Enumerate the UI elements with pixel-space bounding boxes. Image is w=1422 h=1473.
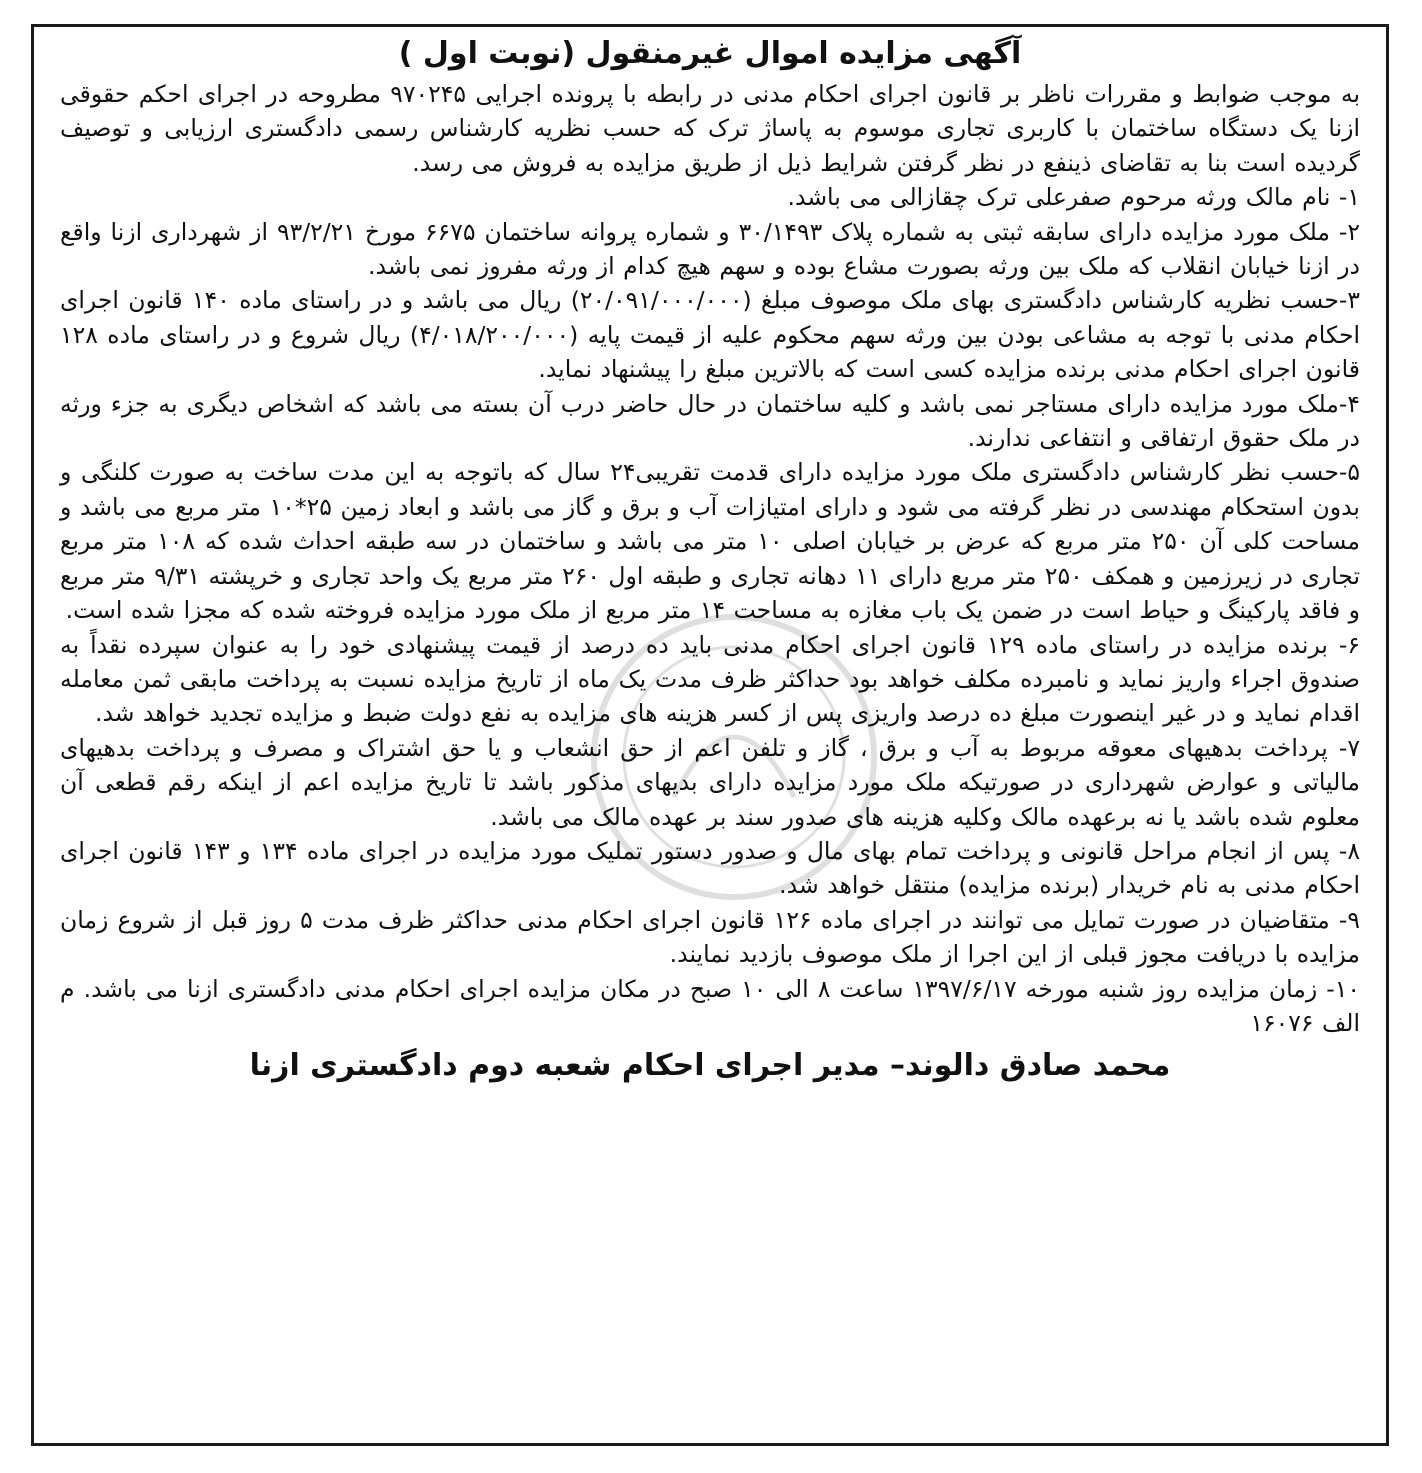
- clause-2: ۲- ملک مورد مزایده دارای سابقه ثبتی به شماره پلاک ۳۰/۱۴۹۳ و شماره پروانه ساختمان ۶۶۷۵ مورخ ۹۳/۲/۲۱ از شهرداری ازنا واقع در ازنا خیابان انقلاب که ملک بین ورثه بصورت مشاع بوده و سهم هیچ کدام از ورثه مفروز نمی باشد.: [60, 217, 1361, 281]
- clause-1: ۱- نام مالک ورثه مرحوم صفرعلی ترک چقازالی می باشد.: [787, 183, 1360, 212]
- signature: محمد صادق دالوند– مدیر اجرای احکام شعبه دوم دادگستری ازنا: [249, 1048, 1171, 1084]
- clause-9: ۹- متقاضیان در صورت تمایل می توانند در اجرای ماده ۱۲۶ قانون اجرای احکام مدنی حداکثر ظرف مدت ۵ روز قبل از شروع زمان مزایده با دریافت مجوز قبلی از این اجرا از ملک موصوف بازدید نمایند.: [60, 905, 1360, 969]
- clause-6: ۶- برنده مزایده در راستای ماده ۱۲۹ قانون اجرای احکام مدنی باید ده درصد از قیمت پیشنهادی خود را به عنوان سپرده نقداً به صندوق اجراء واریز نماید و نامبرده مکلف خواهد بود حداکثر ظرف مدت یک ماه از تاریخ مزایده نسبت به پرداخت مابقی ثمن معامله اقدام نماید و در غیر اینصورت مبلغ ده درصد واریزی پس از کسر هزینه های مزایده به نفع دولت ضبط و مزایده تجدید خواهد شد.: [60, 630, 1360, 728]
- clause-4: ۴-ملک مورد مزایده دارای مستاجر نمی باشد و کلیه ساختمان در حال حاضر درب آن بسته می باشد که اشخاص دیگری به جزء ورثه در ملک حقوق ارتفاقی و انتفاعی ندارند.: [60, 389, 1360, 453]
- notice-title: آگهی مزایده اموال غیرمنقول (نوبت اول ): [398, 36, 1022, 71]
- intro-paragraph: به موجب ضوابط و مقررات ناظر بر قانون اجرای احکام مدنی در رابطه با پرونده اجرایی ۹۷۰۲۴۵ مطروحه در اجرای احکم حقوقی ازنا یک دستگاه ساختمان با کاربری تجاری موسوم به پاساژ ترک که حسب نظریه کارشناس رسمی دادگستری ارزیابی و توصیف گردیده است بنا به تقاضای ذینفع در نظر گرفتن شرایط ذیل از طریق مزایده به فروش می رسد.: [60, 80, 1360, 177]
- clause-3: ۳-حسب نظریه کارشناس دادگستری بهای ملک موصوف مبلغ (۲۰/۰۹۱/۰۰۰/۰۰۰) ریال می باشد و در راستای ماده ۱۴۰ قانون اجرای احکام مدنی با توجه به مشاعی بودن بین ورثه سهم محکوم علیه از قیمت پایه (۴/۰۱۸/۲۰۰/۰۰۰) ریال شروع و در راستای ماده ۱۲۸ قانون اجرای احکام مدنی برنده مزایده کسی است که بالاترین مبلغ را پیشنهاد نماید.: [60, 286, 1361, 384]
- clause-10: ۱۰- زمان مزایده روز شنبه مورخه ۱۳۹۷/۶/۱۷ ساعت ۸ الی ۱۰ صبح در مکان مزایده اجرای احکام مدنی دادگستری ازنا می باشد. م الف ۱۶۰۷۶: [60, 974, 1360, 1037]
- clause-5: ۵-حسب نظر کارشناس دادگستری ملک مورد مزایده دارای قدمت تقریبی۲۴ سال که باتوجه به این مدت ساخت به صورت کلنگی و بدون استحکام مهندسی در نظر گرفته می شود و دارای امتیازات آب و برق و گاز می باشد و ابعاد زمین ۲۵*۱۰ متر مربع می باشد و مساحت کلی آن ۲۵۰ متر مربع که عرض بر خیابان اصلی ۱۰ متر می باشد و ساختمان در سه طبقه احداث شده که ۱۰۸ متر مربع تجاری در زیرزمین و همکف ۲۵۰ متر مربع دارای ۱۱ دهانه تجاری و طبقه اول ۲۶۰ متر مربع یک واحد تجاری و خرپشته ۹/۳۱ متر مربع و فاقد پارکینگ و حیاط است در ضمن یک باب مغازه به مساحت ۱۴ متر مربع از ملک مورد مزایده فروخته شده که مجزا شده است.: [60, 458, 1360, 625]
- clause-7: ۷- پرداخت بدهیهای معوقه مربوط به آب و برق ، گاز و تلفن اعم از حق انشعاب و یا حق اشتراک و مصرف و پرداخت بدهیهای مالیاتی و عوارض شهرداری در صورتیکه ملک مورد مزایده دارای بدیهای مذکور باشد تا تاریخ مزایده اعم از اینکه رقم قطعی آن معلوم شده باشد یا نه برعهده مالک وکلیه هزینه های صدور سند بر عهده مالک می باشد.: [60, 733, 1360, 831]
- notice-body: [60, 77, 1360, 1040]
- notice-frame: [31, 24, 1389, 1446]
- clause-8: ۸- پس از انجام مراحل قانونی و پرداخت تمام بهای مال و صدور دستور تملیک مورد مزایده در اجرای ماده ۱۳۴ و ۱۴۳ قانون اجرای احکام مدنی به نام خریدار (برنده مزایده) منتقل خواهد شد.: [60, 836, 1360, 900]
